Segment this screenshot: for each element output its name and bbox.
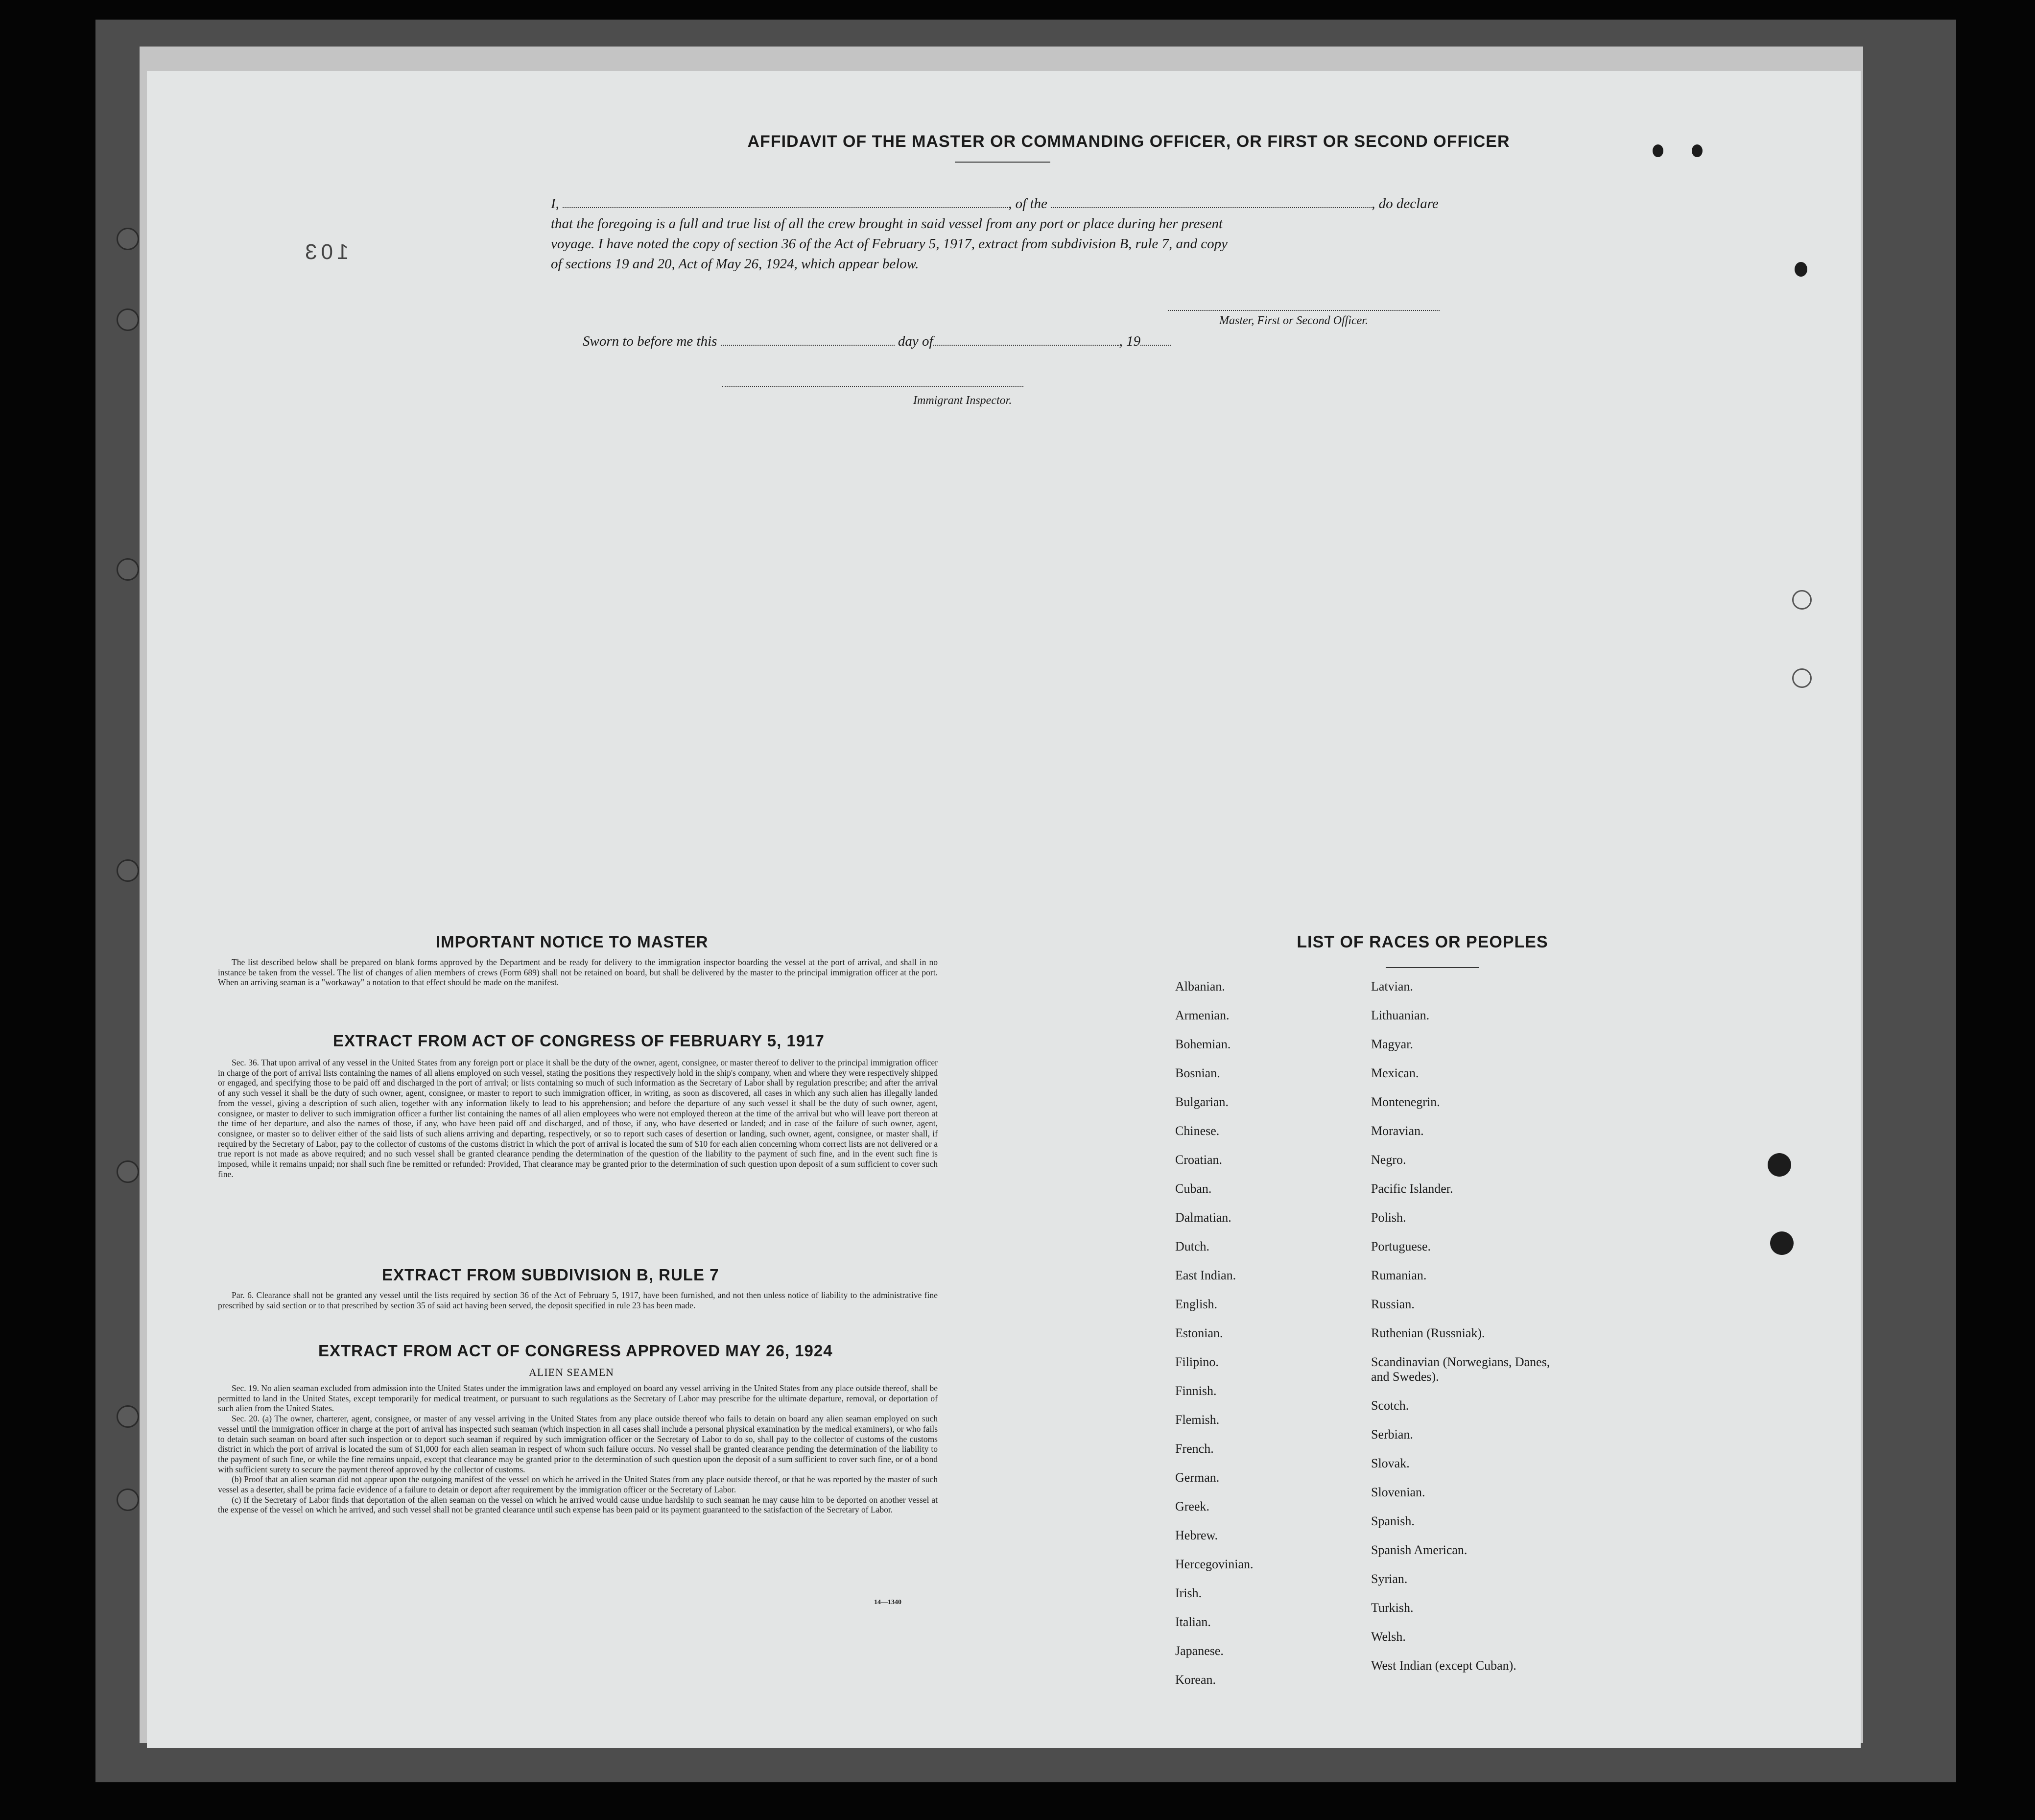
binding-dot <box>1653 144 1663 157</box>
binding-dot <box>1768 1153 1791 1177</box>
alien-seamen-subtitle: ALIEN SEAMEN <box>529 1366 614 1378</box>
race-item: Magyar. <box>1371 1037 1413 1051</box>
race-item: Estonian. <box>1175 1326 1223 1340</box>
race-item: Filipino. <box>1175 1355 1219 1369</box>
race-item: Dutch. <box>1175 1239 1210 1253</box>
affidavit-sheet <box>147 71 1861 1748</box>
notice-title: IMPORTANT NOTICE TO MASTER <box>436 933 709 951</box>
race-item: Rumanian. <box>1371 1268 1427 1282</box>
race-item: Ruthenian (Russniak). <box>1371 1326 1485 1340</box>
sworn-year-field[interactable] <box>1140 334 1171 346</box>
race-item: Flemish. <box>1175 1413 1220 1427</box>
punch-hole <box>117 1489 139 1511</box>
race-item: Spanish American. <box>1371 1543 1467 1557</box>
punch-hole <box>117 1405 139 1428</box>
race-item: Hercegovinian. <box>1175 1557 1254 1571</box>
sworn-line <box>583 333 1171 350</box>
section-20b-paragraph: (b) Proof that an alien seaman did not appear upon the outgoing manifest of the vessel on which he arrived in the United States from any place outside thereof, or that he was reported by the master of such vessel as a deserter, shall be prima facie evidence of a failure to detain or deport after requirement by the immigration officer or the Secretary of Labor. <box>218 1474 938 1495</box>
race-item: Latvian. <box>1371 979 1413 993</box>
punch-hole <box>117 859 139 882</box>
form-number: 14—1340 <box>874 1599 901 1606</box>
race-item: Montenegrin. <box>1371 1095 1440 1109</box>
race-item: Russian. <box>1371 1297 1415 1311</box>
section-36-paragraph: Sec. 36. That upon arrival of any vessel in the United States from any foreign port or place it shall be the duty of the owner, agent, consignee, or master thereof to deliver to the principal immigration officer in charge of the port of arrival lists containing the names of all aliens employed on such vessel, stating the positions they respectively hold in the ship's company, when and where they were respectively shipped or engaged, and specifying those to be paid off and discharged in the port of arrival; or lists containing so much of such information as the Secretary of Labor shall by regulation prescribe; and after the arrival of any such vessel it shall be the duty of such owner, agent, consignee, or master to report to such immigration officer, in writing, as soon as discovered, all cases in which any such alien has illegally landed from the vessel, giving a description of such alien, together with any information likely to lead to his apprehension; and before the departure of any such vessel it shall be the duty of such owner, agent, consignee, or master to deliver to such immigration officer a further list containing the names of all alien employees who were not employed thereon at the time of the arrival but who will leave port thereon at the time of her departure, and also the names of those, if any, who have been paid off and discharged, and of those, if any, who have deserted or landed; and in case of the failure of such owner, agent, consignee, or master so to deliver either of the said lists of such aliens arriving and departing, respectively, or so to report such cases of desertion or landing, such owner, agent, consignee, or master shall, if required by the Secretary of Labor, pay to the collector of customs of the customs district in which the port of arrival is located the sum of $10 for each alien concerning whom correct lists are not delivered or a true report is not made as above required; and no such vessel shall be granted clearance pending the determination of the question of the liability to the payment of such fine, and in the event such fine is imposed, while it remains unpaid; nor shall such fine be remitted or refunded: Provided, That clearance may be granted prior to the determination of such question upon deposit of a sum sufficient to cover such fine. <box>218 1058 938 1179</box>
master-signature-line[interactable] <box>1168 310 1440 311</box>
race-item: Welsh. <box>1371 1630 1406 1644</box>
extract-1917-title: EXTRACT FROM ACT OF CONGRESS OF FEBRUARY 5, 1917 <box>333 1032 825 1050</box>
punch-hole <box>117 228 139 250</box>
officer-name-field[interactable] <box>563 196 1008 208</box>
race-item: Scandinavian (Norwegians, Danes, and Swedes). <box>1371 1355 1550 1384</box>
extract-1917-text <box>218 1058 938 1179</box>
declarant-prefix: I, <box>551 196 559 212</box>
race-item: West Indian (except Cuban). <box>1371 1658 1516 1673</box>
race-item: Armenian. <box>1175 1008 1230 1022</box>
extract-1924-text <box>218 1383 938 1515</box>
vessel-name-field[interactable] <box>1051 196 1372 208</box>
race-item: Lithuanian. <box>1371 1008 1430 1022</box>
punch-hole <box>117 308 139 331</box>
race-item: Italian. <box>1175 1615 1211 1629</box>
do-declare-text: , do declare <box>1372 196 1439 212</box>
race-item: Syrian. <box>1371 1572 1408 1586</box>
race-item: Japanese. <box>1175 1644 1224 1658</box>
punch-hole <box>117 558 139 581</box>
punch-hole <box>117 1160 139 1183</box>
races-column-2 <box>1371 979 1577 1687</box>
race-item: Spanish. <box>1371 1514 1415 1528</box>
declaration-line-2: that the foregoing is a full and true list of all the crew brought in said vessel from any port or place during her present <box>551 216 1223 232</box>
section-20c-paragraph: (c) If the Secretary of Labor finds that deportation of the alien seaman on the vessel on which he arrived would cause undue hardship to such seaman he may cause him to be deported on another vessel at the expense of the vessel on which he arrived, and such vessel shall not be granted clearance until such expense has been paid or its payment guaranteed to the satisfaction of the Secretary of Labor. <box>218 1494 938 1515</box>
race-item: Turkish. <box>1371 1601 1414 1615</box>
race-item: Serbian. <box>1371 1427 1413 1442</box>
race-item: Croatian. <box>1175 1153 1223 1167</box>
year-prefix-text: , 19 <box>1119 333 1141 349</box>
notice-text <box>218 957 938 988</box>
rule7-paragraph: Par. 6. Clearance shall not be granted any vessel until the lists required by section 36 of the Act of February 5, 1917, have been furnished, and not then unless notice of liability to the administrative fine prescribed by said section or to that prescribed by section 35 of said act having been served, the deposit specified in rule 23 has been made. <box>218 1290 938 1310</box>
races-title: LIST OF RACES OR PEOPLES <box>1297 933 1548 951</box>
race-item: Greek. <box>1175 1499 1210 1513</box>
inspector-signature-line[interactable] <box>722 386 1023 387</box>
race-item: Portuguese. <box>1371 1239 1431 1253</box>
section-20a-paragraph: Sec. 20. (a) The owner, charterer, agent, consignee, or master of any vessel arriving in the United States from any place outside thereof who fails to detain on board any alien seaman employed on such vessel until the immigration officer in charge at the port of arrival has inspected such seaman (which inspection in all cases shall include a personal physical examination by the medical examiners), or who fails to detain such seaman on board after such inspection or to deport such seaman if required by such immigration officer or the Secretary of Labor to do so, shall pay to the collector of customs of the customs district in which the port of arrival is located the sum of $1,000 for each alien seaman in respect of whom such failure occurs. No vessel shall be granted clearance pending the determination of the liability to the payment of such fine, or while the fine remains unpaid, except that clearance may be granted prior to the determination of such question upon the deposit of a sum sufficient to cover such fine, or of a bond with sufficient surety to secure the payment thereof approved by the collector of customs. <box>218 1414 938 1474</box>
race-item: Cuban. <box>1175 1182 1212 1196</box>
race-item: East Indian. <box>1175 1268 1236 1282</box>
extract-rule7-title: EXTRACT FROM SUBDIVISION B, RULE 7 <box>382 1266 719 1284</box>
race-item: Polish. <box>1371 1210 1406 1225</box>
affidavit-title: AFFIDAVIT OF THE MASTER OR COMMANDING OFFICER, OR FIRST OR SECOND OFFICER <box>747 132 1510 151</box>
binding-dot <box>1770 1231 1794 1255</box>
title-rule <box>955 162 1050 163</box>
extract-1924-title: EXTRACT FROM ACT OF CONGRESS APPROVED MAY 26, 1924 <box>318 1342 833 1360</box>
race-item: Moravian. <box>1371 1124 1424 1138</box>
section-19-paragraph: Sec. 19. No alien seaman excluded from admission into the United States under the immigration laws and employed on board any vessel arriving in the United States from any place outside thereof, shall be permitted to land in the United States, except temporarily for medical treatment, or pursuant to such regulations as the Secretary of Labor may prescribe for the ultimate departure, removal, or deportation of such alien from the United States. <box>218 1383 938 1414</box>
day-of-text: day of <box>898 333 933 349</box>
sworn-prefix: Sworn to before me this <box>583 333 717 349</box>
race-item: German. <box>1175 1470 1220 1485</box>
races-title-rule <box>1386 967 1479 968</box>
race-item: English. <box>1175 1297 1217 1311</box>
race-item: Korean. <box>1175 1673 1216 1687</box>
binding-dot <box>1795 262 1807 277</box>
declaration-line-1 <box>551 196 1439 212</box>
race-item: Bulgarian. <box>1175 1095 1229 1109</box>
bleed-through-number: 103 <box>301 240 349 264</box>
race-item: Irish. <box>1175 1586 1202 1600</box>
race-item: Chinese. <box>1175 1124 1220 1138</box>
races-column-1 <box>1175 979 1254 1702</box>
race-item: Negro. <box>1371 1153 1406 1167</box>
race-item: Hebrew. <box>1175 1528 1218 1542</box>
race-item: Slovak. <box>1371 1456 1410 1470</box>
extract-rule7-text <box>218 1290 938 1310</box>
binding-ring <box>1792 590 1812 610</box>
inspector-signature-label: Immigrant Inspector. <box>913 394 1012 407</box>
race-item: Dalmatian. <box>1175 1210 1231 1225</box>
race-item: Bohemian. <box>1175 1037 1231 1051</box>
binding-dot <box>1692 144 1703 157</box>
notice-paragraph: The list described below shall be prepared on blank forms approved by the Department and be ready for delivery to the immigration inspector boarding the vessel at the port of arrival, and shall in no instance be taken from the vessel. The list of changes of alien members of crews (Form 689) shall not be retained on board, but shall be delivered by the master to the principal immigration officer at the port. When an arriving seaman is a "workaway" a notation to that effect should be made on the manifest. <box>218 957 938 988</box>
declaration-line-3: voyage. I have noted the copy of section 36 of the Act of February 5, 1917, extract from subdivision B, rule 7, and copy <box>551 236 1228 252</box>
binding-ring <box>1792 668 1812 688</box>
declaration-line-4: of sections 19 and 20, Act of May 26, 1924, which appear below. <box>551 256 919 272</box>
of-the-text: , of the <box>1008 196 1047 212</box>
race-item: Scotch. <box>1371 1398 1409 1413</box>
race-item: Slovenian. <box>1371 1485 1425 1499</box>
race-item: French. <box>1175 1442 1214 1456</box>
race-item: Pacific Islander. <box>1371 1182 1453 1196</box>
race-item: Mexican. <box>1371 1066 1419 1080</box>
race-item: Bosnian. <box>1175 1066 1220 1080</box>
race-item: Finnish. <box>1175 1384 1217 1398</box>
sworn-month-field[interactable] <box>933 334 1119 346</box>
sworn-day-field[interactable] <box>721 334 895 346</box>
master-signature-label: Master, First or Second Officer. <box>1219 314 1368 327</box>
race-item: Albanian. <box>1175 979 1225 993</box>
